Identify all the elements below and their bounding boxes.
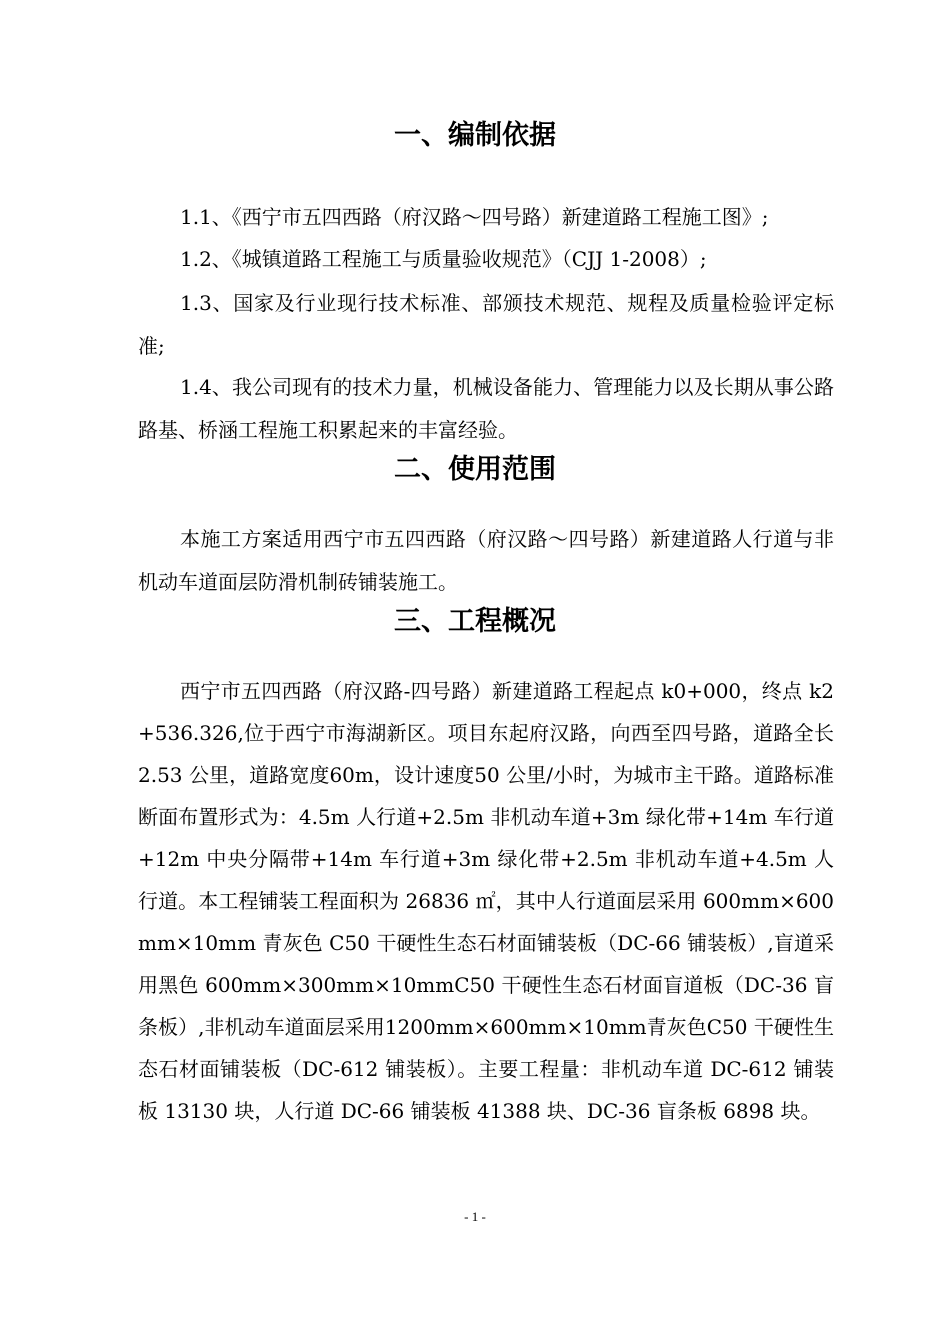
basis-item-2: 1.2、《城镇道路工程施工与质量验收规范》（CJJ 1-2008）; — [180, 247, 707, 271]
basis-item-1: 1.1、《西宁市五四西路（府汉路～四号路）新建道路工程施工图》; — [180, 205, 769, 229]
section-title-basis: 一、编制依据 — [394, 120, 556, 151]
basis-item-3: 1.3、国家及行业现行技术标准、部颁技术规范、规程及质量检验评定标准; — [138, 291, 834, 358]
scope-paragraph: 本施工方案适用西宁市五四西路（府汉路～四号路）新建道路人行道与非机动车道面层防滑机制砖铺装施工。 — [138, 527, 834, 594]
overview-paragraph: 西宁市五四西路（府汉路-四号路）新建道路工程起点 k0+000，终点 k2+536.326,位于西宁市海湖新区。项目东起府汉路，向西至四号路，道路全长 2.53 公里，道路宽度60m，设计速度50 公里/小时，为城市主干路。道路标准断面布置形式为：4.5m 人行道+2.5m 非机动车道+3m 绿化带+14m 车行道+12m 中央分隔带+14m 车行道+3m 绿化带+2.5m 非机动车道+4.5m 人行道。本工程铺装工程面积为 26836 ㎡，其中人行道面层采用 600mm×600mm×10mm 青灰色 C50 干硬性生态石材面铺装板（DC-66 铺装板）,盲道采用黑色 600mm×300mm×10mmC50 干硬性生态石材面盲道板（DC-36 盲条板）,非机动车道面层采用1200mm×600mm×10mm青灰色C50 干硬性生态石材面铺装板（DC-612 铺装板）。主要工程量：非机动车道 DC-612 铺装板 13130 块，人行道 DC-66 铺装板 41388 块、DC-36 盲条板 6898 块。 — [138, 679, 834, 1123]
basis-item-4: 1.4、我公司现有的技术力量，机械设备能力、管理能力以及长期从事公路路基、桥涵工程施工积累起来的丰富经验。 — [138, 375, 834, 442]
page-number: - 1 - — [464, 1209, 486, 1224]
section-title-scope: 二、使用范围 — [394, 454, 556, 485]
section-title-overview: 三、工程概况 — [394, 606, 556, 637]
